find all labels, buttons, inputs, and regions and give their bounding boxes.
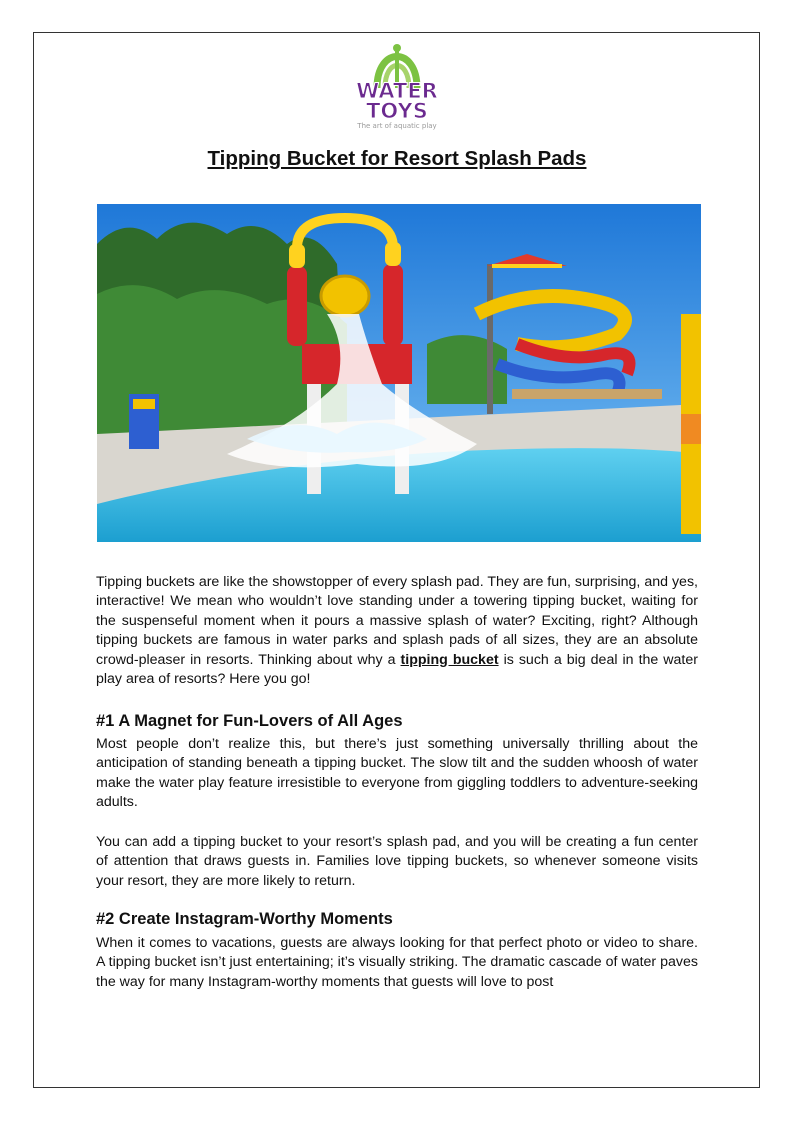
water-toys-logo	[343, 36, 451, 134]
tipping-bucket-photo	[97, 204, 701, 542]
logo-word-toys: TOYS	[366, 99, 428, 123]
section1-heading: #1 A Magnet for Fun-Lovers of All Ages	[96, 712, 403, 730]
section1-paragraph-2: You can add a tipping bucket to your resort’s splash pad, and you will be creating a fun center of attention that draws guests in. Families love tipping buckets, so whenever someone visits your resort, they are more likely to return.	[96, 834, 698, 889]
logo-word-water: WATER	[356, 79, 438, 103]
page-border	[33, 32, 760, 1088]
page-title: Tipping Bucket for Resort Splash Pads	[207, 147, 587, 170]
intro-paragraph: Tipping buckets are like the showstopper of every splash pad. They are fun, surprising, and yes, interactive! We mean who wouldn’t love standing under a towering tipping bucket, waiting for the suspenseful moment when it pours a massive splash of water? Exciting, right? Although tipping buckets are famous in water parks and splash pads of all sizes, they are an absolute crowd-pleaser in resorts. Thinking about why a tipping bucket is such a big deal in the water play area of resorts? Here you go!	[96, 574, 698, 688]
section1-paragraph-1: Most people don’t realize this, but there’s just something universally thrilling about the anticipation of standing beneath a tipping bucket. The slow tilt and the sudden whoosh of water make the water play feature irresistible to everyone from giggling toddlers to adventure-seeking adults.	[96, 736, 698, 811]
section2-heading: #2 Create Instagram-Worthy Moments	[96, 910, 393, 928]
section2-paragraph-1: When it comes to vacations, guests are always looking for that perfect photo or video to share. A tipping bucket isn’t just entertaining; it’s visually striking. The dramatic cascade of water paves the way for many Instagram-worthy moments that guests will love to post	[96, 935, 698, 990]
tipping-bucket-link[interactable]: tipping bucket	[400, 651, 499, 668]
logo-tagline: The art of aquatic play	[357, 122, 437, 130]
